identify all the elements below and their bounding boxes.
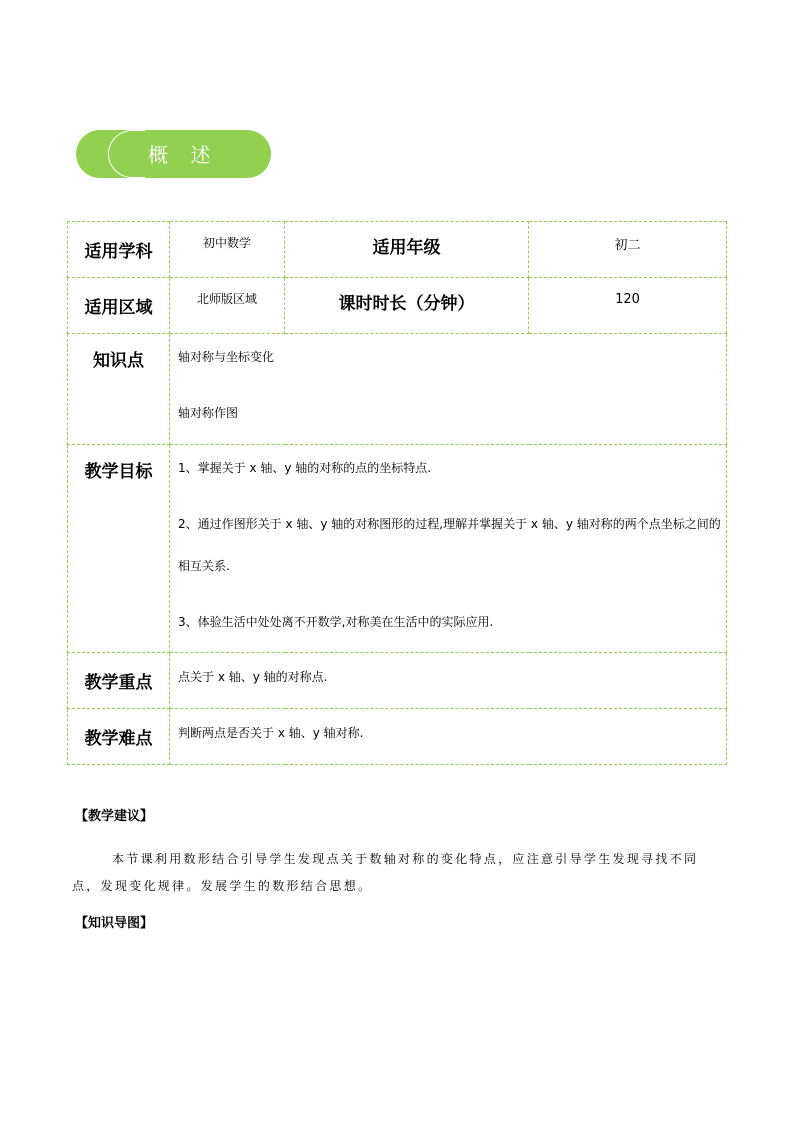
- grade-value: 初二: [529, 222, 727, 278]
- key-point-content: 点关于 x 轴、y 轴的对称点.: [170, 653, 727, 709]
- overview-title: 概 述: [148, 143, 219, 167]
- goals-content: [170, 445, 727, 653]
- subject-value: 初中数学: [170, 222, 285, 278]
- goal-item: 3、体验生活中处处离不开数学,对称美在生活中的实际应用.: [178, 615, 494, 629]
- key-point-label: 教学重点: [68, 653, 170, 709]
- advice-heading: 【教学建议】: [75, 809, 154, 824]
- table-row: [68, 222, 727, 278]
- table-row: [68, 334, 727, 445]
- goal-item: 2、通过作图形关于 x 轴、y 轴的对称图形的过程,理解并掌握关于 x 轴、y 轴对称的两个点坐标之间的相互关系.: [178, 517, 721, 573]
- knowledge-label: 知识点: [68, 334, 170, 445]
- subject-label: 适用学科: [68, 222, 170, 278]
- table-row: [68, 445, 727, 653]
- table-row: [68, 653, 727, 709]
- knowledge-item: 轴对称作图: [178, 406, 239, 420]
- duration-value: 120: [529, 278, 727, 334]
- mindmap-heading: 【知识导图】: [75, 916, 154, 931]
- table-row: [68, 278, 727, 334]
- region-value: 北师版区域: [170, 278, 285, 334]
- grade-label: 适用年级: [285, 222, 529, 278]
- goal-item: 1、掌握关于 x 轴、y 轴的对称的点的坐标特点.: [178, 461, 432, 475]
- knowledge-content: [170, 334, 727, 445]
- course-info-table: [67, 221, 727, 765]
- goals-label: 教学目标: [68, 445, 170, 653]
- knowledge-item: 轴对称与坐标变化: [178, 350, 275, 364]
- region-label: 适用区域: [68, 278, 170, 334]
- table-row: [68, 709, 727, 765]
- advice-text: 本节课利用数形结合引导学生发现点关于数轴对称的变化特点，应注意引导学生发现寻找不同点，发现变化规律。发展学生的数形结合思想。: [72, 852, 699, 893]
- difficulty-label: 教学难点: [68, 709, 170, 765]
- duration-label: 课时时长（分钟）: [285, 278, 529, 334]
- difficulty-content: 判断两点是否关于 x 轴、y 轴对称.: [170, 709, 727, 765]
